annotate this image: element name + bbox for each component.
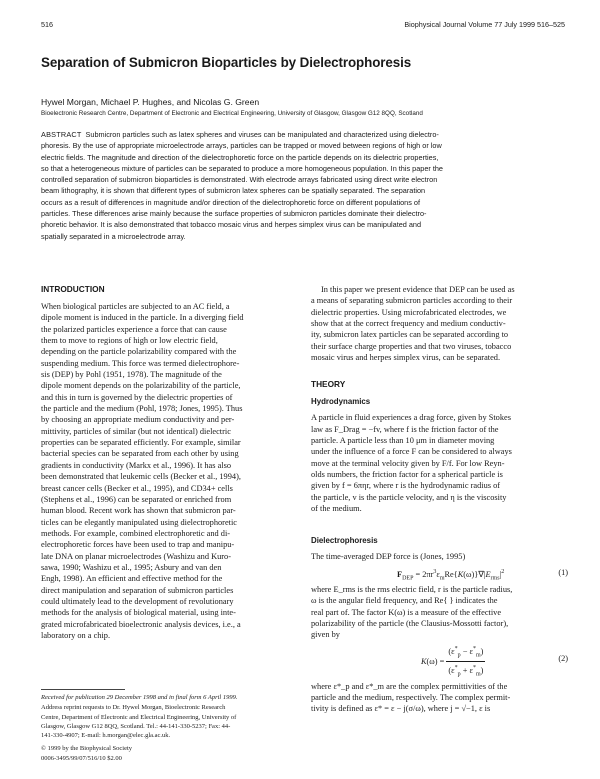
equation-2-body: K(ω) = $\frac{(\varepsilon^*_p - \varepsilon^*_m)}{(\varepsilon^*_p + \varepsilon^*_m)}$: [421, 643, 485, 681]
abstract-line: beam lithography, it is shown that different types of submicron latex spheres can be spatially separated. The separation: [41, 186, 426, 196]
page-number: 516: [41, 20, 53, 29]
copyright: © 1999 by the Biophysical Society: [41, 745, 133, 753]
journal-info: Biophysical Journal Volume 77 July 1999 516–525: [404, 20, 565, 29]
article-code: 0006-3495/99/07/516/10 $2.00: [41, 754, 122, 762]
dep-after-eq1: where E_rms is the rms electric field, r is the particle radius, ω is the angular field frequency, and Re{ } indicates the real part of. The factor K(ω) is a measure of the effective polarizability of the particle (the Clausius-Mossotti factor), given by: [311, 584, 513, 640]
introduction-heading: INTRODUCTION: [41, 284, 105, 294]
introduction-paragraph-1: When biological particles are subjected to an AC field, a dipole moment is induced in the particle. In a diverging field the polarized particles experience a force that can cause them to move to regions of high or low electric field, depending on the particle polarizability compared with the suspending medium. This force was termed dielectrophore- sis (DEP) by Pohl (1951, 1978). The magnitude of the dipole moment depends on the polarizability of the particle, and this in turn is governed by the dielectric properties of the particle and the medium (Pohl, 1978; Jones, 1995). Thus by choosing an appropriate medium conductivity and per- mittivity, particles of similar (but not identical) dielectric properties can be separated efficiently. For example, similar bacterial species can be separated from each other by using gradients in conductivity (Markx et al., 1996). It has also been demonstrated that leukemic cells (Becker et al., 1994), breast cancer cells (Becker et al., 1995), and CD34+ cells (Stephens et al., 1996) can be separated or enriched from human blood. Recent work has shown that submicron par- ticles can be elegantly manipulated using dielectrophoretic methods. For example, combined electrophoretic and di- electrophoretic forces have been used to trap and manipu- late DNA on planar microelectrodes (Washizu and Kuro- sawa, 1990; Washizu et al., 1995; Asbury and van den Engh, 1998). An efficient and effective method for the direct manipulation and separation of submicron particles could ultimately lead to the development of revolutionary methods for the analysis of biological material, using inte- grated microfabricated bioelectronic analysis devices, i.e., a laboratory on a chip.: [41, 302, 244, 640]
hydrodynamics-paragraph: A particle in fluid experiences a drag force, given by Stokes law as F_Drag = −fv, where f is the friction factor of the particle. A particle less than 10 μm in diameter moving under the influence of a force F can be considered to always move at the terminal velocity given by F/f. For low Reyn- olds numbers, the friction factor for a spherical particle is given by f = 6πηr, where r is the hydrodynamic radius of the particle, v is the particle velocity, and η is the viscosity of the medium.: [311, 413, 512, 514]
reprint-address: Address reprint requests to Dr. Hywel Morgan, Bioelectronic Research Centre, Department of Electronic and Electrical Engineering, University of Glasgow, Glasgow G12 8QQ, Scotland. Tel.: 44-141-330-5237; Fax: 44- 141-330-4907; E-mail: h.morgan@elec.gla.ac.uk.: [41, 704, 237, 740]
abstract-line: spatially separated in a microelectrode array.: [41, 231, 186, 241]
dielectrophoresis-heading: Dielectrophoresis: [311, 535, 378, 545]
abstract-line: so that a heterogeneous mixture of particles can be separated to produce a more homogeneous population. In this paper the: [41, 163, 443, 173]
abstract-line: ABSTRACT Submicron particles such as latex spheres and viruses can be manipulated and characterized using dielectro-: [41, 130, 439, 139]
theory-heading: THEORY: [311, 379, 346, 390]
abstract-line: phoretic behavior. It is also demonstrated that tobacco mosaic virus and herpes simplex virus can be manipulated and: [41, 220, 422, 230]
footnote-rule: [41, 689, 125, 690]
abstract: [41, 129, 568, 242]
abstract-line: occurs as a result of differences in magnitude and/or direction of the dielectrophoretic force on different populations of: [41, 197, 420, 207]
abstract-line: particles. These differences arise mainly because the surface properties of submicron particles dominate their dielectro-: [41, 209, 427, 219]
article-title: Separation of Submicron Bioparticles by Dielectrophoresis: [41, 55, 412, 70]
equation-1-number: (1): [558, 567, 568, 577]
abstract-line: phoresis. By the use of appropriate microelectrode arrays, particles can be trapped or moved between regions of high or low: [41, 141, 442, 151]
running-header: [41, 20, 565, 32]
author-affiliation: Bioelectronic Research Centre, Department of Electronic and Electrical Engineering, University of Glasgow, Glasgow G12 8QQ, Scotland: [41, 110, 423, 117]
author-list: Hywel Morgan, Michael P. Hughes, and Nicolas G. Green: [41, 97, 260, 107]
hydrodynamics-heading: Hydrodynamics: [311, 397, 371, 407]
dep-intro: The time-averaged DEP force is (Jones, 1995): [311, 551, 466, 561]
equation-1-body: $F_{DEP} = 2\pi r^3\varepsilon_mRe\{K(\omega)\}\nabla|E_{rms}|^2$: [397, 568, 505, 582]
introduction-paragraph-2: In this paper we present evidence that DEP can be used as a means of separating submicron particles according to their dielectric properties. Using microfabricated electrodes, we show that at the correct frequency and medium conductiv- ity, submicron latex particles can be separated according to their surface charge properties and that two viruses, tobacco mosaic virus and herpes simplex virus, can be separated.: [311, 285, 515, 363]
equation-2: [311, 641, 568, 681]
footnote: [41, 693, 298, 763]
left-column: [41, 284, 298, 641]
abstract-line: controlled separation of submicron bioparticles is demonstrated. With electrode arrays fabricated using direct write electron: [41, 175, 438, 185]
equation-2-number: (2): [558, 653, 568, 663]
right-column: [311, 284, 568, 715]
received-dates: Received for publication 29 December 1998 and in final form 6 April 1999.: [41, 694, 238, 701]
equation-1: [311, 562, 568, 584]
abstract-line: electric fields. The magnitude and direction of the dielectrophoretic force on the particle depends on its dielectric properties,: [41, 152, 439, 162]
dep-after-eq2: where ε*_p and ε*_m are the complex permittivities of the particle and the medium, respectively. The complex permit- tivity is defined as ε* = ε − j(σ/ω), where j = √−1, ε is: [311, 681, 511, 714]
abstract-label: ABSTRACT: [41, 130, 82, 139]
